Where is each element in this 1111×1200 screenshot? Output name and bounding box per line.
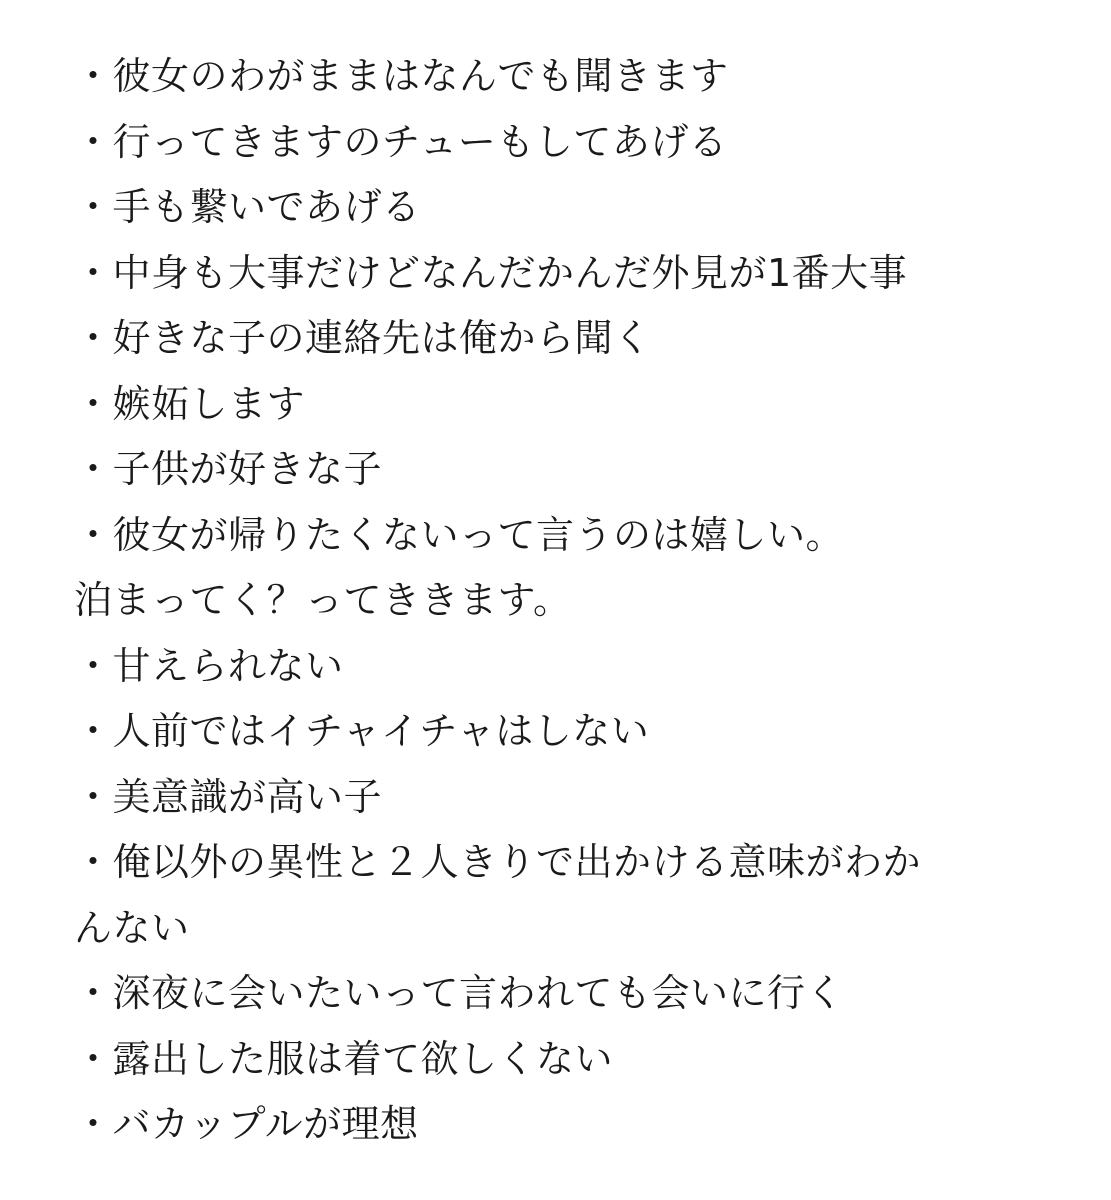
- note-line: ・子供が好きな子: [74, 447, 383, 491]
- note-line: ・彼女のわがままはなんでも聞きます: [74, 54, 729, 98]
- note-line: ・バカップルが理想: [74, 1102, 419, 1146]
- note-line: ・俺以外の異性と２人きりで出かける意味がわか: [74, 840, 922, 884]
- note-text-block: [74, 44, 1084, 1158]
- note-line: ・好きな子の連絡先は俺から聞く: [74, 316, 652, 360]
- note-line: ・人前ではイチャイチャはしない: [74, 709, 650, 753]
- note-line: ・深夜に会いたいって言われても会いに行く: [74, 971, 845, 1015]
- note-line: ・美意識が高い子: [74, 774, 383, 819]
- note-line: ・露出した服は着て欲しくない: [74, 1036, 614, 1081]
- note-line: ・嫉妬します: [74, 381, 306, 426]
- note-line: ・甘えられない: [74, 643, 344, 688]
- note-line: ・行ってきますのチューもしてあげる: [74, 119, 728, 164]
- note-line: 泊まってく？ってききます。: [74, 578, 572, 622]
- note-line: ・中身も大事だけどなんだかんだ外見が1番大事: [74, 250, 908, 295]
- note-line: んない: [74, 905, 190, 950]
- note-line: ・彼女が帰りたくないって言うのは嬉しい。: [74, 512, 845, 557]
- note-line: ・手も繋いであげる: [74, 185, 421, 229]
